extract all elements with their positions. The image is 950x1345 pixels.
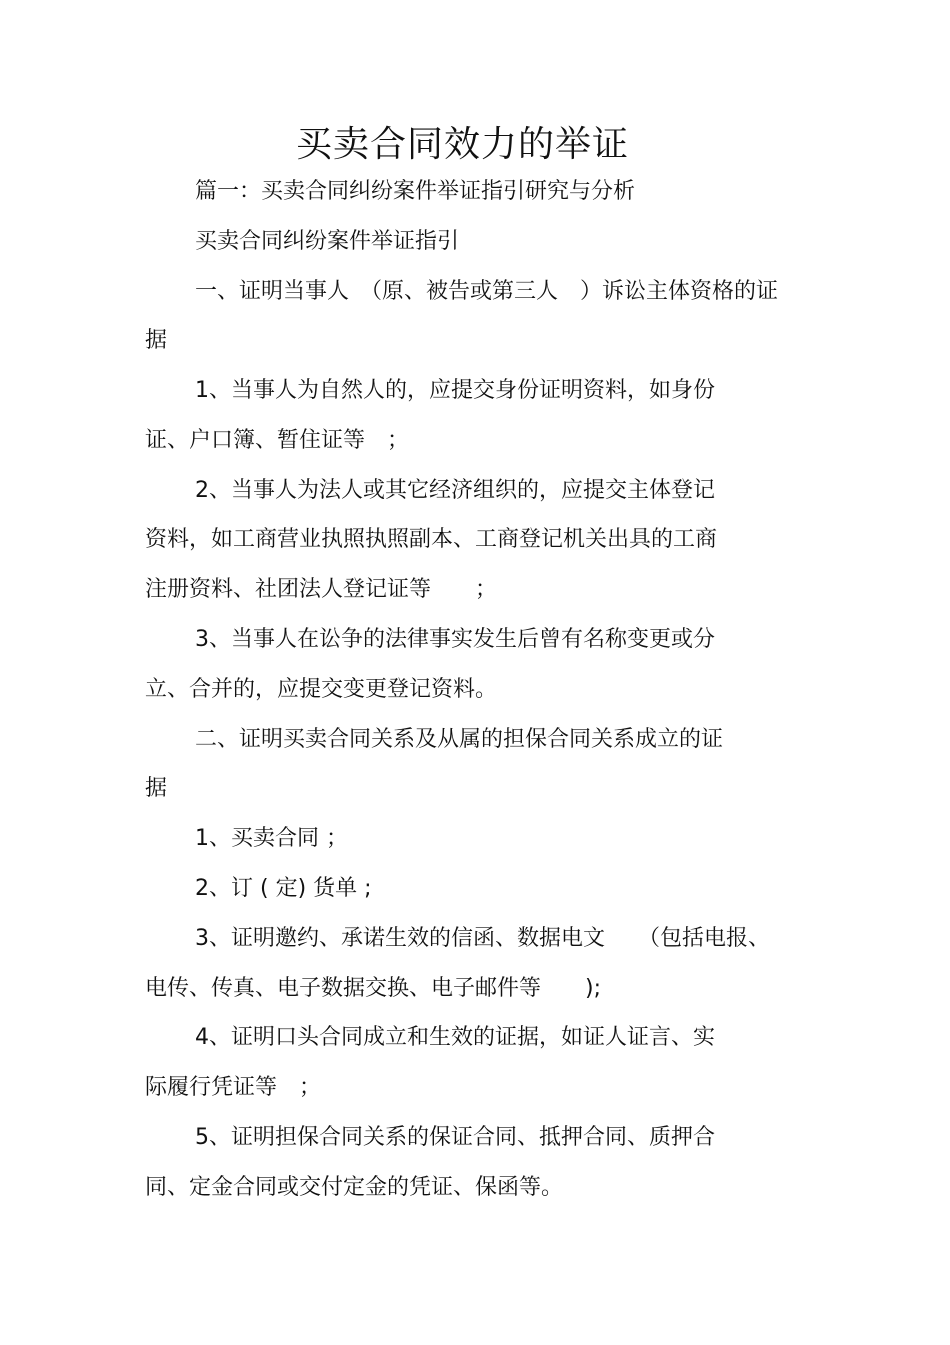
section2-item2: 2、订 ( 定) 货单 ;	[195, 876, 372, 901]
section1-item2-line2: 资料，如工商营业执照执照副本、工商登记机关出具的工商	[145, 527, 718, 552]
section1-item1-line2: 证、户口簿、暂住证等 ；	[145, 428, 410, 453]
section2-item5-line2: 同、定金合同或交付定金的凭证、保函等。	[145, 1175, 564, 1200]
section1-item2-line3: 注册资料、社团法人登记证等 ；	[145, 577, 498, 602]
section2-item5-line1: 5、证明担保合同关系的保证合同、抵押合同、质押合	[195, 1125, 715, 1150]
section2-item4-line1: 4、证明口头合同成立和生效的证据，如证人证言、实	[195, 1025, 715, 1050]
section1-item1-line1: 1、当事人为自然人的，应提交身份证明资料，如身份	[195, 378, 715, 403]
section1-item3-line2: 立、合并的，应提交变更登记资料。	[145, 677, 498, 702]
section1-heading-line2: 据	[145, 328, 168, 353]
section2-item3-line1: 3、证明邀约、承诺生效的信函、数据电文 （包括电报、	[195, 926, 770, 951]
section2-heading-line2: 据	[145, 776, 168, 801]
section1-item3-line1: 3、当事人在讼争的法律事实发生后曾有名称变更或分	[195, 627, 715, 652]
section2-item1: 1、买卖合同 ；	[195, 826, 348, 851]
document-title: 买卖合同效力的举证	[295, 124, 629, 165]
guide-heading: 买卖合同纠纷案件举证指引	[195, 229, 460, 254]
section2-heading-line1: 二、证明买卖合同关系及从属的担保合同关系成立的证	[195, 727, 724, 752]
section2-item3-line2: 电传、传真、电子数据交换、电子邮件等 );	[145, 976, 601, 1001]
section1-heading-line1: 一、证明当事人 （原、被告或第三人 ）诉讼主体资格的证	[195, 279, 779, 304]
subtitle: 篇一：买卖合同纠纷案件举证指引研究与分析	[195, 179, 636, 204]
section2-item4-line2: 际履行凭证等 ；	[145, 1075, 322, 1100]
section1-item2-line1: 2、当事人为法人或其它经济组织的，应提交主体登记	[195, 478, 715, 503]
